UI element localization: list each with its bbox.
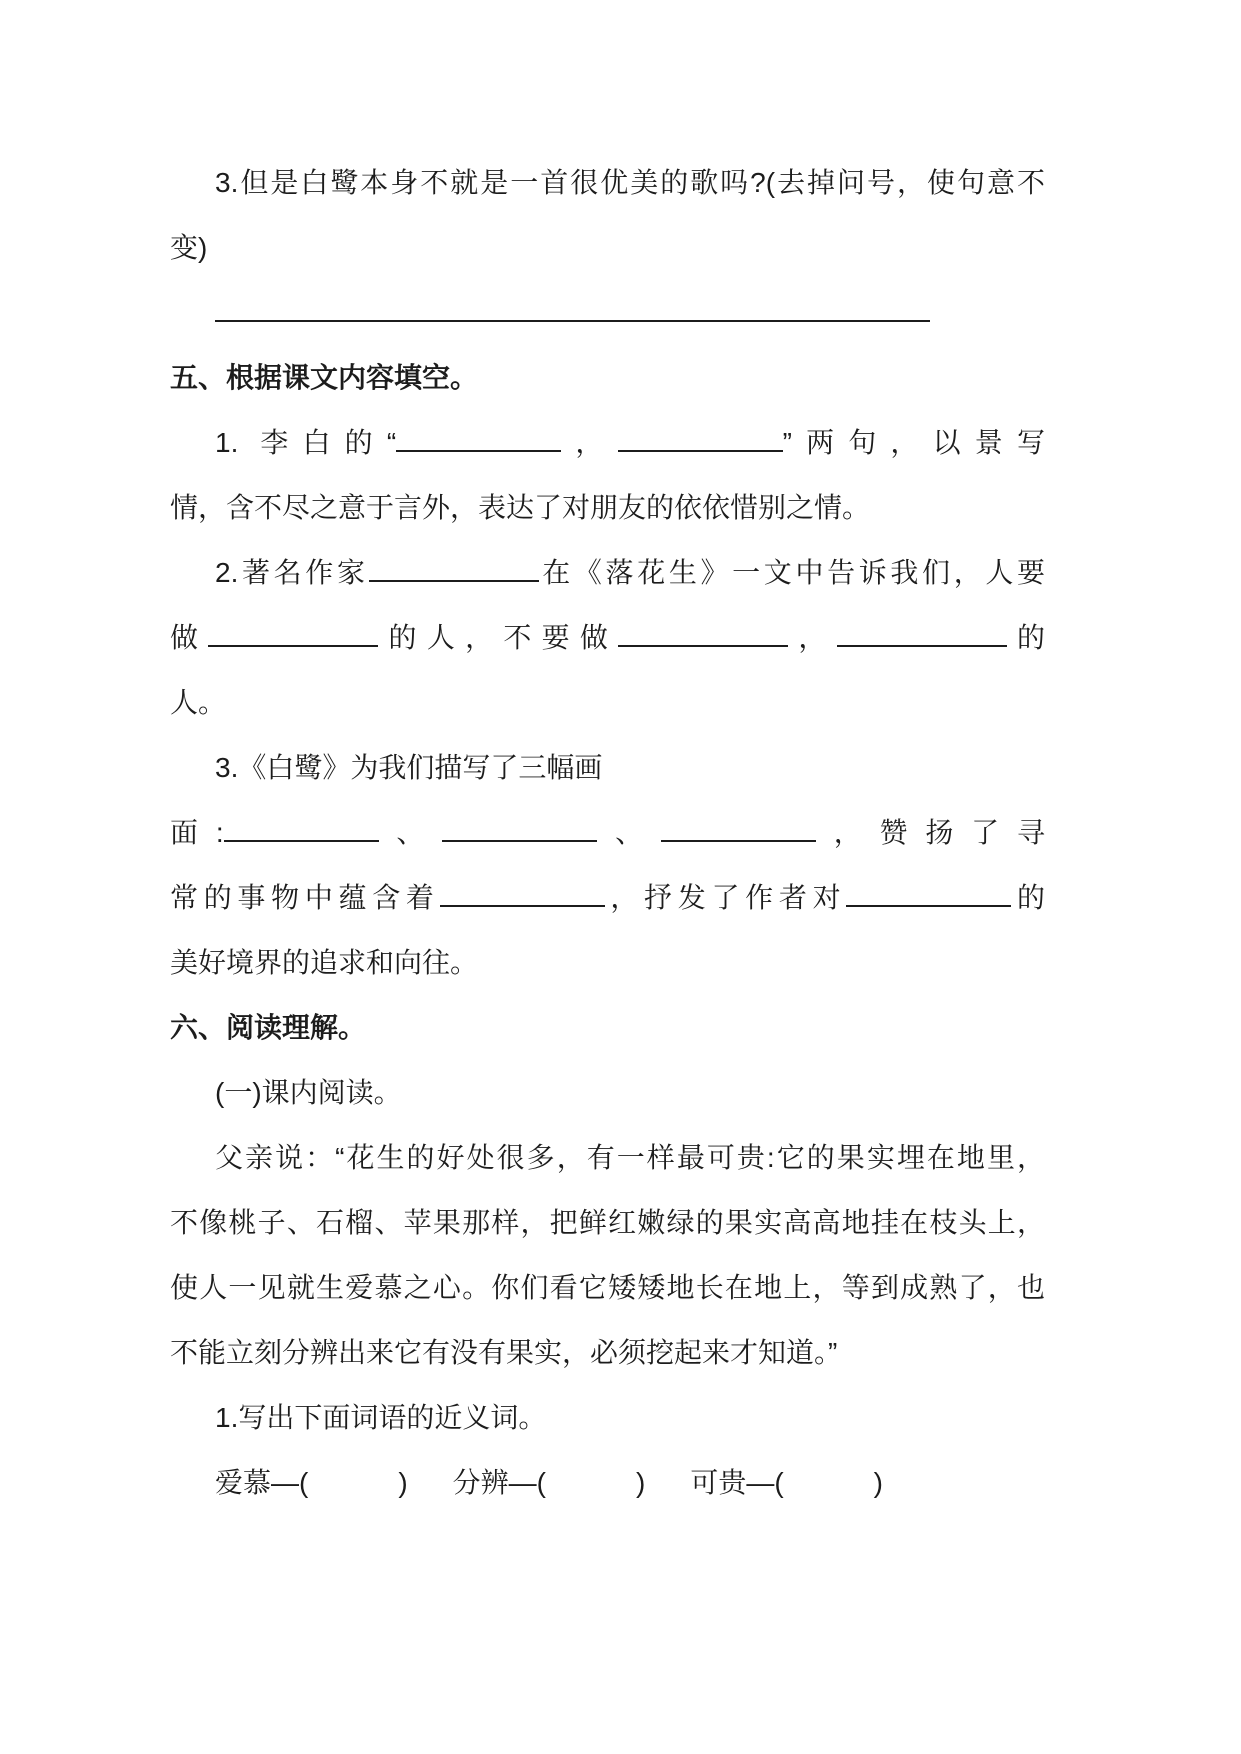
- passage-line3: [170, 1255, 1045, 1320]
- text-run: (一)课内阅读。: [215, 1077, 402, 1108]
- answer-blank: [224, 836, 379, 842]
- text-run: 2.著名作家: [215, 557, 369, 588]
- answer-blank: [618, 641, 788, 647]
- passage-line1: [170, 1125, 1045, 1190]
- answer-blank: [215, 316, 930, 322]
- text-run: 的: [1006, 622, 1045, 653]
- text-run: 1.写出下面词语的近义词。: [215, 1402, 547, 1433]
- text-run: ，: [561, 427, 618, 458]
- s5-q1-line1: [170, 410, 1045, 475]
- text-run: 情，含不尽之意于言外，表达了对朋友的依依惜别之情。: [170, 492, 871, 523]
- text-run: 1. 李白的“: [215, 427, 397, 458]
- text-run: 、: [597, 817, 661, 848]
- s5-q3-line2: [170, 800, 1045, 865]
- paren-gap: [408, 1488, 453, 1492]
- q3-sentence-line1: [170, 150, 1045, 215]
- answer-blank: [440, 901, 605, 907]
- text-run: ，: [788, 622, 837, 653]
- text-run: 常的事物中蕴含着: [170, 882, 440, 913]
- answer-blank: [846, 901, 1011, 907]
- answer-blank: [837, 641, 1007, 647]
- text-run: 父亲说：“花生的好处很多，有一样最可贵:它的果实埋在地里，: [215, 1142, 1045, 1173]
- text-run: ”两句，以景写: [782, 427, 1045, 458]
- paren-gap: [546, 1488, 636, 1492]
- q3-answer-line: [170, 280, 1045, 345]
- answer-blank: [396, 446, 561, 452]
- text-run: 爱慕—(: [215, 1467, 309, 1498]
- text-run: ): [635, 1467, 646, 1498]
- s5-q3-line3: [170, 865, 1045, 930]
- paren-gap: [784, 1488, 874, 1492]
- text-run: 的: [1011, 882, 1045, 913]
- s5-q3-line4: [170, 930, 1045, 995]
- answer-blank: [369, 576, 539, 582]
- section5-heading: [170, 345, 1045, 410]
- section6-heading: [170, 995, 1045, 1060]
- text-run: 六、阅读理解。: [170, 1012, 367, 1043]
- s6-part1-label: [170, 1060, 1045, 1125]
- text-run: ): [873, 1467, 883, 1498]
- paren-gap: [308, 1488, 398, 1492]
- answer-blank: [661, 836, 816, 842]
- text-run: 不像桃子、石榴、苹果那样，把鲜红嫩绿的果实高高地挂在枝头上，: [170, 1207, 1045, 1238]
- text-run: 人。: [170, 687, 227, 718]
- text-run: 变): [170, 232, 208, 263]
- text-run: 做: [170, 622, 209, 653]
- text-run: 五、根据课文内容填空。: [170, 362, 479, 393]
- text-run: 使人一见就生爱慕之心。你们看它矮矮地长在地上，等到成熟了，也: [170, 1272, 1045, 1303]
- text-run: 可贵—(: [690, 1467, 784, 1498]
- document-body: [170, 150, 1045, 1515]
- text-run: ，赞扬了寻: [815, 817, 1045, 848]
- text-run: 不能立刻分辨出来它有没有果实，必须挖起来才知道。”: [170, 1337, 838, 1368]
- text-run: 美好境界的追求和向往。: [170, 947, 479, 978]
- answer-blank: [618, 446, 783, 452]
- text-run: 3.《白鹭》为我们描写了三幅画: [215, 752, 603, 783]
- text-run: ，抒发了作者对: [604, 882, 847, 913]
- text-run: ): [398, 1467, 408, 1498]
- s5-q2-line3: [170, 670, 1045, 735]
- text-run: 面:: [170, 817, 224, 848]
- text-run: 在《落花生》一文中告诉我们，人要: [538, 557, 1045, 588]
- answer-blank: [208, 641, 378, 647]
- passage-line2: [170, 1190, 1045, 1255]
- text-run: 的人，不要做: [378, 622, 619, 653]
- q3-sentence-line2: [170, 215, 1045, 280]
- answer-blank: [442, 836, 597, 842]
- s6-q1-line: [170, 1385, 1045, 1450]
- s5-q1-line2: [170, 475, 1045, 540]
- text-run: 分辨—(: [452, 1467, 546, 1498]
- paren-gap: [645, 1488, 690, 1492]
- s5-q3-line1: [170, 735, 1045, 800]
- text-run: 3.但是白鹭本身不就是一首很优美的歌吗?(去掉问号，使句意不: [215, 167, 1045, 198]
- text-run: 、: [378, 817, 443, 848]
- s5-q2-line1: [170, 540, 1045, 605]
- s5-q2-line2: [170, 605, 1045, 670]
- synonyms-line: [170, 1450, 1045, 1515]
- passage-line4: [170, 1320, 1045, 1385]
